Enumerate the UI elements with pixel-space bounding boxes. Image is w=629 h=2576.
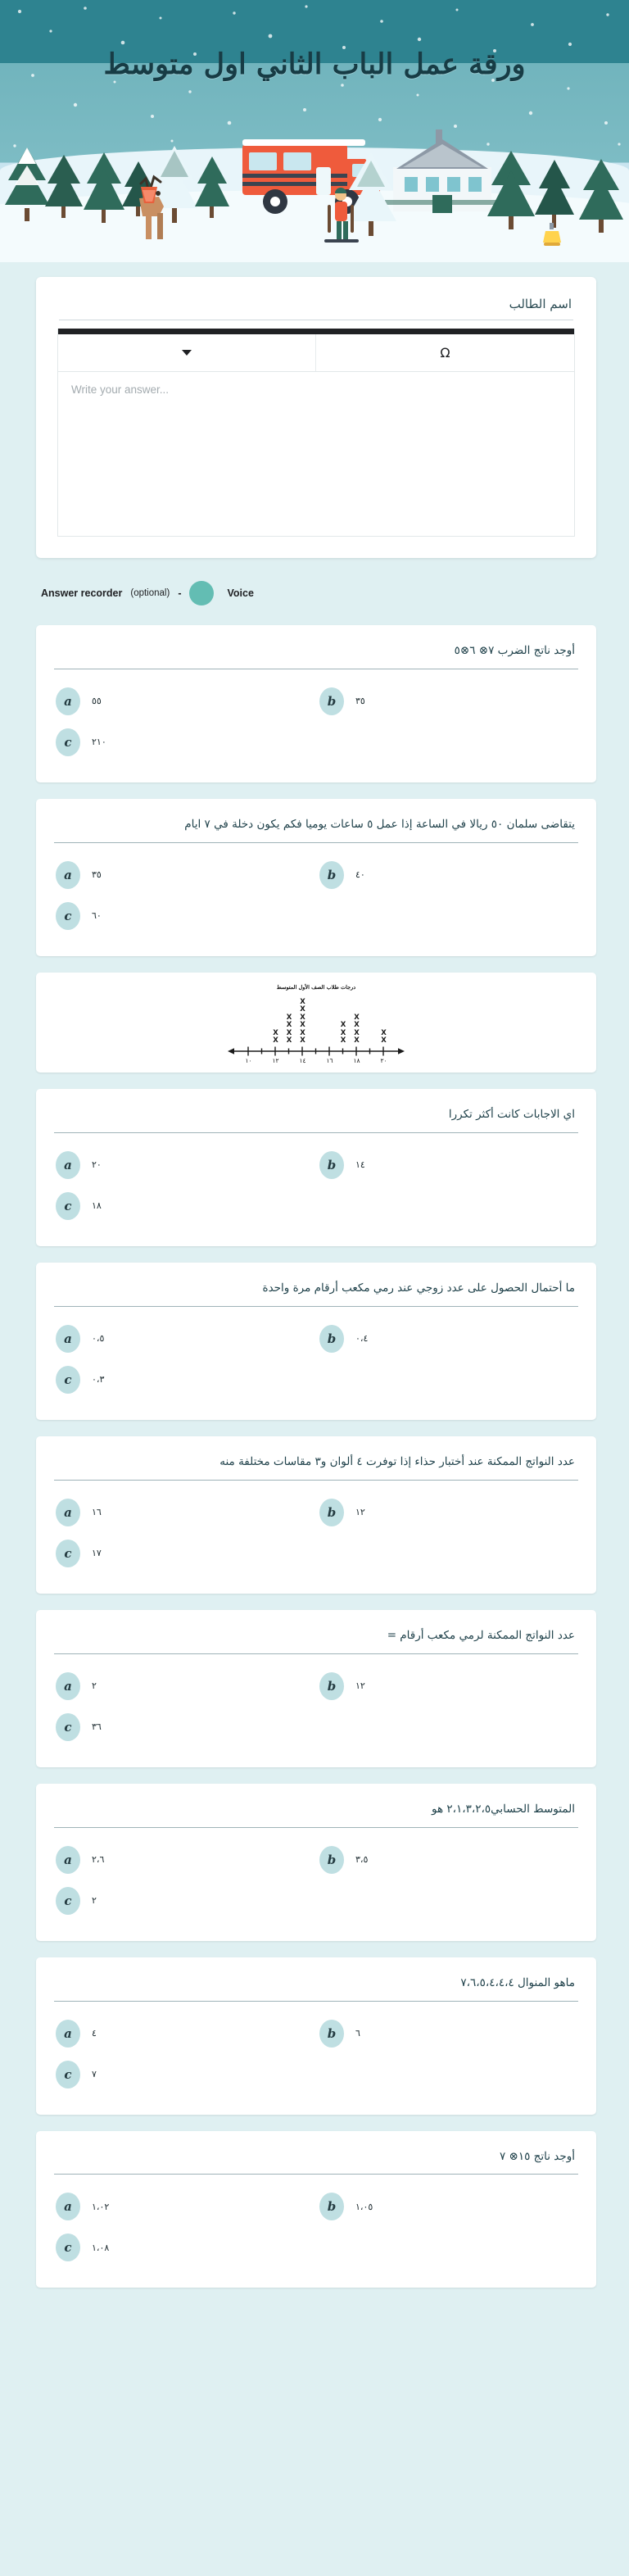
option-a[interactable] (52, 683, 316, 723)
option-b[interactable] (316, 1841, 580, 1882)
line-plot-column (269, 1030, 283, 1045)
line-plot-tick-label: ١٠ (245, 1056, 252, 1064)
option-key-bubble: a (56, 2193, 80, 2220)
options-list (52, 1841, 580, 1923)
question-text: يتقاضى سلمان ٥٠ ريالا في الساعة إذا عمل ٥ ساعات يوميا فكم يكون دخلة في ٧ ايام (184, 817, 575, 831)
line-plot-column (350, 1014, 364, 1045)
option-key-bubble: b (319, 861, 344, 889)
option-value: ١٢ (355, 1680, 365, 1692)
line-plot-x-marker: X (381, 1036, 387, 1045)
option-value: ١،٠٨ (92, 2242, 110, 2253)
line-plot-x-marker: X (286, 1028, 292, 1037)
option-value: ٦٠ (92, 910, 102, 922)
option-value: ٥٥ (92, 696, 102, 707)
option-value: ٢١٠ (92, 737, 106, 748)
options-list (52, 1667, 580, 1749)
banner-title: ورقة عمل الباب الثاني اول متوسط (103, 48, 526, 81)
option-a[interactable] (52, 2188, 316, 2229)
options-list (52, 1320, 580, 1402)
header-banner (0, 0, 629, 262)
question-divider (54, 2001, 578, 2002)
question-card (36, 1436, 596, 1594)
line-plot-x-marker: X (340, 1036, 346, 1045)
line-plot-column (377, 1030, 391, 1045)
option-a[interactable] (52, 1667, 316, 1708)
lantern-icon (541, 221, 563, 251)
option-b[interactable] (316, 1494, 580, 1535)
option-value: ١٦ (92, 1507, 102, 1518)
question-text: أوجد ناتج ١٥⊗ ٧ (499, 2149, 575, 2163)
option-key-bubble: a (56, 1325, 80, 1353)
option-key-bubble: b (319, 1325, 344, 1353)
question-text: عدد النواتج الممكنة لرمي مكعب أرقام = (387, 1628, 575, 1642)
line-plot-axis (228, 1045, 405, 1057)
option-value: ٢ (92, 1680, 97, 1692)
option-value: ١٢ (355, 1507, 365, 1518)
question-text: عدد النواتج الممكنة عند أختبار حذاء إذا توفرت ٤ ألوان و٣ مقاسات مختلفة منه (219, 1454, 575, 1468)
option-a[interactable] (52, 1841, 316, 1882)
skier-person-icon (321, 185, 360, 249)
chevron-down-icon (182, 350, 192, 356)
line-plot-x-marker: X (300, 1021, 305, 1030)
option-key-bubble: a (56, 1846, 80, 1874)
line-plot-x-marker: X (300, 1036, 305, 1045)
option-a[interactable] (52, 1320, 316, 1361)
line-plot-x-marker: X (286, 1013, 292, 1022)
options-list (52, 683, 580, 764)
option-c[interactable] (52, 1535, 316, 1576)
option-key-bubble: b (319, 1151, 344, 1179)
option-key-bubble: b (319, 2193, 344, 2220)
option-value: ١،٠٢ (92, 2201, 110, 2212)
option-value: ٣٥ (355, 696, 365, 707)
question-text: ما أحتمال الحصول على عدد زوجي عند رمي مكعب أرقام مرة واحدة (262, 1281, 575, 1295)
option-value: ٣٦ (92, 1721, 102, 1733)
omega-symbol-icon: Ω (440, 345, 450, 361)
question-card (36, 1089, 596, 1246)
option-value: ١٧ (92, 1548, 102, 1559)
line-plot-x-marker: X (381, 1028, 387, 1037)
question-card (36, 625, 596, 782)
line-plot-tick-labels (222, 1057, 410, 1064)
option-c[interactable] (52, 2056, 316, 2097)
option-key-bubble: c (56, 1366, 80, 1394)
reindeer-icon (121, 169, 180, 244)
option-b[interactable] (316, 1667, 580, 1708)
option-value: ٢٠ (92, 1159, 102, 1171)
line-plot-x-marker: X (300, 1005, 305, 1014)
option-b[interactable] (316, 683, 580, 723)
option-key-bubble: c (56, 2234, 80, 2261)
question-divider (54, 1827, 578, 1828)
option-c[interactable] (52, 1361, 316, 1402)
line-plot-columns (222, 993, 410, 1045)
option-key-bubble: c (56, 1887, 80, 1915)
option-value: ٣٥ (92, 869, 102, 881)
question-text: اي الاجابات كانت أكثر تكررا (448, 1107, 575, 1121)
option-c[interactable] (52, 1882, 316, 1923)
special-character-button[interactable] (316, 334, 574, 371)
line-plot-x-marker: X (340, 1028, 346, 1037)
school-building-icon (385, 129, 500, 220)
line-plot-x-marker: X (300, 1013, 305, 1022)
line-plot-x-marker: X (273, 1028, 278, 1037)
option-key-bubble: c (56, 2061, 80, 2088)
option-value: ١٨ (92, 1200, 102, 1212)
option-value: ٣،٥ (355, 1854, 369, 1866)
question-card (36, 2131, 596, 2288)
option-key-bubble: b (319, 1846, 344, 1874)
line-plot-image-card (36, 973, 596, 1073)
recorder-dash: - (178, 587, 182, 599)
options-list (52, 1494, 580, 1576)
line-plot-x-marker: X (354, 1021, 360, 1030)
option-b[interactable] (316, 856, 580, 897)
option-value: ٠،٣ (92, 1374, 105, 1386)
question-divider (54, 1653, 578, 1654)
line-plot (222, 984, 410, 1064)
option-key-bubble: a (56, 2020, 80, 2048)
option-key-bubble: a (56, 687, 80, 715)
line-plot-tick-label: ١٨ (353, 1056, 360, 1064)
question-divider (54, 1480, 578, 1481)
option-key-bubble: b (319, 1672, 344, 1700)
option-a[interactable] (52, 856, 316, 897)
option-key-bubble: c (56, 1540, 80, 1567)
options-list (52, 1146, 580, 1228)
question-text: المتوسط الحسابي٢،١،٣،٢،٥ هو (432, 1802, 575, 1816)
option-value: ٢ (92, 1895, 97, 1907)
option-b[interactable] (316, 2188, 580, 2229)
form-body (0, 277, 629, 2309)
font-dropdown-button[interactable] (58, 334, 316, 371)
option-key-bubble: b (319, 1499, 344, 1526)
option-a[interactable] (52, 1494, 316, 1535)
option-key-bubble: a (56, 1672, 80, 1700)
option-c[interactable] (52, 1708, 316, 1749)
option-key-bubble: c (56, 1713, 80, 1741)
line-plot-x-marker: X (354, 1036, 360, 1045)
editor-toolbar (58, 334, 574, 372)
line-plot-tick-label: ٢٠ (380, 1056, 387, 1064)
option-key-bubble: c (56, 728, 80, 756)
option-key-bubble: c (56, 902, 80, 930)
option-c[interactable] (52, 1187, 316, 1228)
question-text: ماهو المنوال ٧،٦،٥،٤،٤،٤ (460, 1975, 575, 1989)
line-plot-x-marker: X (300, 1028, 305, 1037)
question-text: أوجد ناتج الضرب ٧⊗ ٦⊗٥ (454, 644, 575, 657)
answer-recorder-row (38, 578, 595, 609)
line-plot-x-marker: X (340, 1021, 346, 1030)
record-circle-icon[interactable] (189, 581, 214, 605)
option-value: ٠،٥ (92, 1333, 105, 1345)
recorder-optional-label: (optional) (130, 588, 170, 598)
student-name-label: اسم الطالب (509, 297, 572, 311)
option-key-bubble: c (56, 1192, 80, 1220)
line-plot-x-marker: X (286, 1021, 292, 1030)
option-key-bubble: a (56, 861, 80, 889)
line-plot-column (296, 999, 310, 1045)
pine-tree-icon (193, 154, 231, 220)
option-value: ٢،٦ (92, 1854, 105, 1866)
recorder-label: Answer recorder (41, 587, 123, 599)
option-b[interactable] (316, 2015, 580, 2056)
pine-tree-icon (82, 149, 126, 224)
pine-tree-icon (577, 156, 626, 234)
line-plot-column (283, 1014, 296, 1045)
option-c[interactable] (52, 723, 316, 764)
option-key-bubble: b (319, 2020, 344, 2048)
line-plot-tick-label: ١٢ (272, 1056, 279, 1064)
options-list (52, 856, 580, 938)
editor-top-bar (58, 329, 574, 334)
option-key-bubble: a (56, 1151, 80, 1179)
line-plot-tick-label: ١٦ (326, 1056, 333, 1064)
rich-text-editor[interactable] (57, 329, 575, 537)
line-plot-title: درجات طلاب الصف الأول المتوسط (276, 983, 356, 991)
option-value: ١٤ (355, 1159, 365, 1171)
option-c[interactable] (52, 897, 316, 938)
option-key-bubble: a (56, 1499, 80, 1526)
line-plot-x-marker: X (273, 1036, 278, 1045)
question-divider (54, 1132, 578, 1133)
option-value: ٦ (355, 2028, 360, 2039)
question-divider (54, 2174, 578, 2175)
option-c[interactable] (52, 2229, 316, 2270)
option-value: ٠،٤ (355, 1333, 369, 1345)
options-list (52, 2188, 580, 2270)
option-value: ٧ (92, 2069, 97, 2079)
answer-input[interactable]: Write your answer... (71, 383, 170, 396)
student-name-card (36, 277, 596, 558)
question-divider (54, 842, 578, 843)
question-card (36, 1610, 596, 1767)
pine-tree-icon (44, 152, 84, 220)
line-plot-x-marker: X (354, 1028, 360, 1037)
option-b[interactable] (316, 1320, 580, 1361)
line-plot-tick-label: ١٤ (299, 1056, 306, 1064)
option-key-bubble: b (319, 687, 344, 715)
line-plot-x-marker: X (354, 1013, 360, 1022)
option-b[interactable] (316, 1146, 580, 1187)
recorder-voice-label: Voice (227, 587, 254, 599)
pine-tree-icon (485, 147, 537, 233)
pine-tree-icon (532, 157, 577, 229)
question-card (36, 799, 596, 956)
options-list (52, 2015, 580, 2097)
question-card (36, 1263, 596, 1420)
line-plot-x-marker: X (286, 1036, 292, 1045)
question-divider (54, 1306, 578, 1307)
line-plot-column (337, 1022, 351, 1045)
option-a[interactable] (52, 2015, 316, 2056)
question-card (36, 1784, 596, 1941)
option-value: ٤ (92, 2028, 97, 2039)
option-value: ٤٠ (355, 869, 365, 881)
question-card (36, 1957, 596, 2115)
line-plot-x-marker: X (300, 997, 305, 1006)
option-a[interactable] (52, 1146, 316, 1187)
option-value: ١،٠٥ (355, 2201, 373, 2212)
